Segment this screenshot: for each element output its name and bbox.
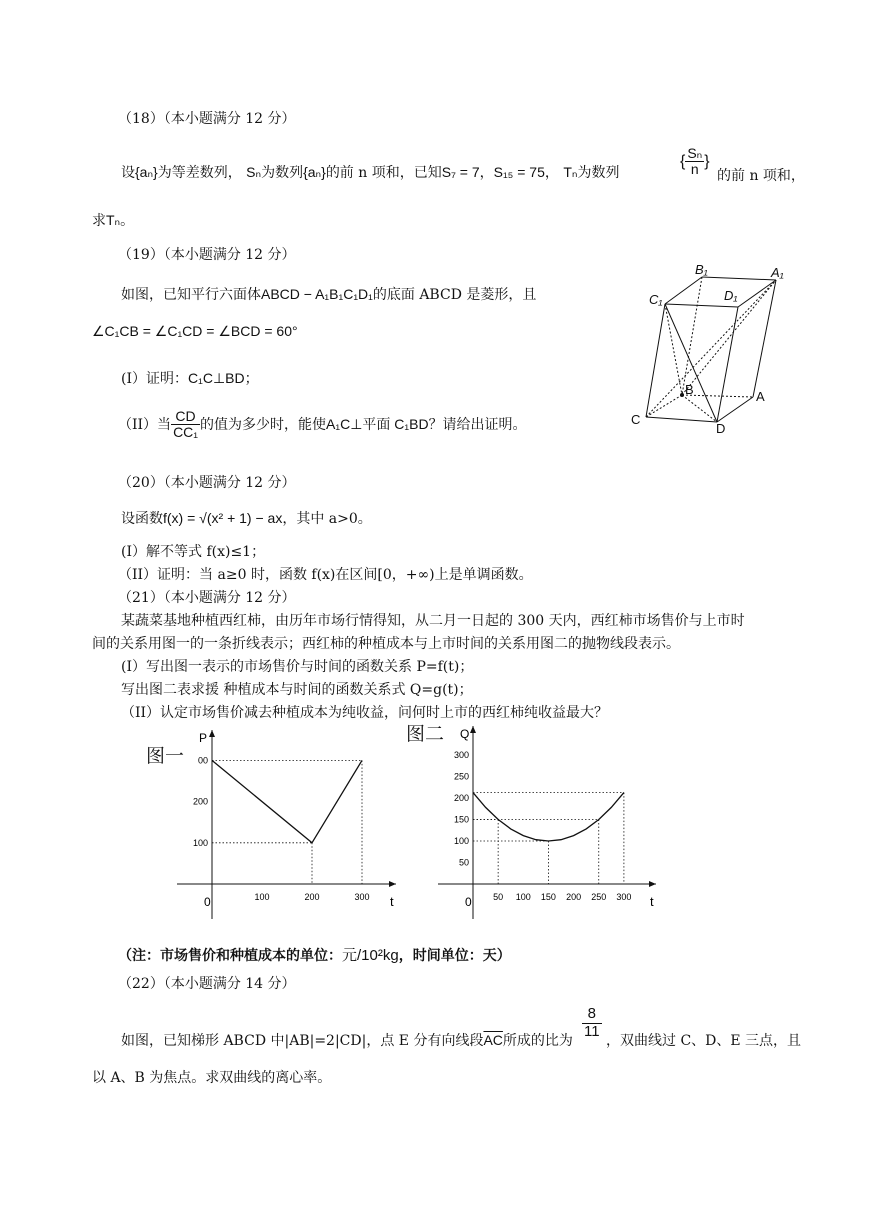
x-tick-label: 250 [591,892,607,902]
q18-text: 求 [92,213,106,229]
q19-math: ABCD − A₁B₁C₁D₁ [261,286,373,302]
q22-frac [582,1006,602,1040]
chart2-title: 图二 [406,724,445,745]
q20-func: f(x) = √(x² + 1) − ax [163,510,283,526]
x-axis-arrow [649,881,656,887]
q18-math: Tₙ [106,212,121,228]
q19-line1 [121,284,536,304]
q18-text: ， [544,165,559,181]
label-d1: D₁ [724,288,738,303]
q19-text: 如图，已知平行六面体 [121,287,261,303]
q18-text: 。 [120,213,135,229]
point-b-dot [680,393,684,397]
q18-text: 为数列 [577,165,620,181]
q21-part1b: 写出图二表求援 种植成本与时间的函数关系式 Q=g(t)； [121,682,473,698]
note-text: ，时间单位：天） [398,948,511,964]
q21-body1: 某蔬菜基地种植西红柿，由历年市场行情得知，从二月一日起的 300 天内，西红柿市场售价与上市时 [121,613,745,629]
brace-left: { [680,152,686,170]
x-tick-label: 200 [304,892,320,902]
x-tick-label: 300 [354,892,370,902]
q19-text: 的底面 ABCD 是菱形，且 [372,287,537,303]
x-tick-label: 50 [493,892,504,902]
x-tick-label: 200 [566,892,582,902]
q22-heading: （22）（本小题满分 14 分） [118,976,296,992]
y-tick-label: 150 [453,814,469,825]
q18-text: 的前 n 项和，已知 [325,165,442,181]
q18-fraction [680,146,710,178]
q19-text: （II）当 [118,416,172,433]
frac-num: Sₙ [687,145,703,161]
brace-right: } [704,152,710,170]
frac-den: CC₁ [173,424,199,441]
q21-part1: (I）写出图一表示的市场售价与时间的函数关系 P=f(t)； [121,659,474,675]
q18-text: 为等差数列， [157,165,242,181]
label-c: C [631,412,641,427]
parallelepiped-figure [625,262,795,434]
q18-frac [685,146,704,178]
origin-label: 0 [465,895,472,909]
q20-part2: （II）证明：当 a≥0 时，函数 f(x)在区间[0，+∞)上是单调函数。 [118,567,533,583]
q19-text: 的值为多少时，能使 [200,416,327,433]
q22-text: 如图，已知梯形 ABCD 中|AB|=2|CD|，点 E 分有向线段 [121,1033,484,1049]
q22-text: 所成的比为 [502,1033,573,1049]
q21-part2: （II）认定市场售价减去种植成本为纯收益，问何时上市的西红柿纯收益最大？ [121,705,609,721]
q18-math: {aₙ} [303,164,326,180]
q19-angles: ∠C₁CB = ∠C₁CD = ∠BCD = 60° [92,323,298,339]
label-b: B [685,382,694,397]
q18-text: 设 [121,165,135,181]
y-tick-label: 00 [197,755,208,766]
q22-line1 [121,1030,573,1050]
q20-text: 设函数 [121,511,163,527]
q18-math: S₇ = 7，S₁₅ = 75 [441,164,545,180]
q20-text: ，其中 a>0。 [282,511,372,527]
q18-text: 为数列 [261,165,304,181]
y-tick-label: 200 [453,793,469,803]
x-tick-label: 300 [616,892,632,902]
frac-num: 8 [582,1006,602,1024]
frac-den: 11 [584,1022,600,1040]
y-tick-label: 250 [453,771,469,782]
x-axis-label: t [650,894,654,909]
q19-part2 [118,409,527,441]
chart-figure-1 [140,722,400,932]
q21-body2: 间的关系用图一的一条折线表示；西红柿的种植成本与上市时间的关系用图二的抛物线段表示。 [92,636,680,652]
y-tick-label: 100 [453,836,469,846]
series-line [473,793,624,841]
label-d: D [716,421,726,434]
label-c1: C₁ [649,292,663,307]
x-tick-label: 100 [254,892,270,902]
q22-text: ，双曲线过 C、D、E 三点，且 [606,1033,802,1049]
q21-heading: （21）（本小题满分 12 分） [118,590,296,606]
origin-label: 0 [204,895,211,909]
q21-note [118,944,511,965]
q19-text: ？请给出证明。 [428,416,527,433]
frac-num: CD [171,409,200,425]
frac-den: n [690,161,699,178]
y-tick-label: 50 [458,857,469,868]
series-line [212,760,362,842]
q18-heading: （18）（本小题满分 12 分） [118,111,296,127]
q18-math: {aₙ} [135,164,158,180]
q18-math: Tₙ [563,164,578,180]
q19-text: ； [244,371,259,387]
q19-math: A₁C⊥平面 C₁BD [326,415,429,432]
x-axis-label: t [390,894,394,909]
q19-frac [171,409,200,441]
x-axis-arrow [389,881,396,887]
note-unit: 元/10²kg [342,947,399,964]
y-axis-arrow [209,730,215,737]
x-tick-label: 150 [540,892,556,902]
y-tick-label: 100 [192,837,208,848]
x-tick-label: 100 [515,892,531,902]
y-axis-label: Q [460,727,470,741]
q18-line2 [92,210,134,230]
q18-math: Sₙ [246,164,262,180]
q20-line1 [121,508,372,528]
q22-vector: $\overline{AC}$ [483,1032,503,1048]
y-tick-label: 200 [192,796,208,807]
label-a: A [756,389,765,404]
q22-fraction [582,1006,602,1040]
chart-figure-2 [400,718,675,932]
label-a1: A₁ [771,265,784,280]
q22-line2: 以 A、B 为焦点。求双曲线的离心率。 [92,1070,332,1086]
q19-math: C₁C⊥BD [188,370,245,386]
q19-heading: （19）（本小题满分 12 分） [118,247,296,263]
q19-text: (I）证明： [121,371,188,387]
y-axis-label: P [199,731,208,745]
note-text: （注：市场售价和种植成本的单位： [118,948,342,964]
chart1-title: 图一 [146,746,185,767]
label-b1: B₁ [695,262,708,277]
y-tick-label: 300 [453,750,469,760]
y-axis-arrow [470,726,476,733]
q20-part1: (I）解不等式 f(x)≤1； [121,544,266,560]
q20-heading: （20）（本小题满分 12 分） [118,475,296,491]
q18-line1 [121,162,619,183]
q19-part1 [121,368,259,388]
q18-text: 的前 n 项和， [717,168,805,184]
